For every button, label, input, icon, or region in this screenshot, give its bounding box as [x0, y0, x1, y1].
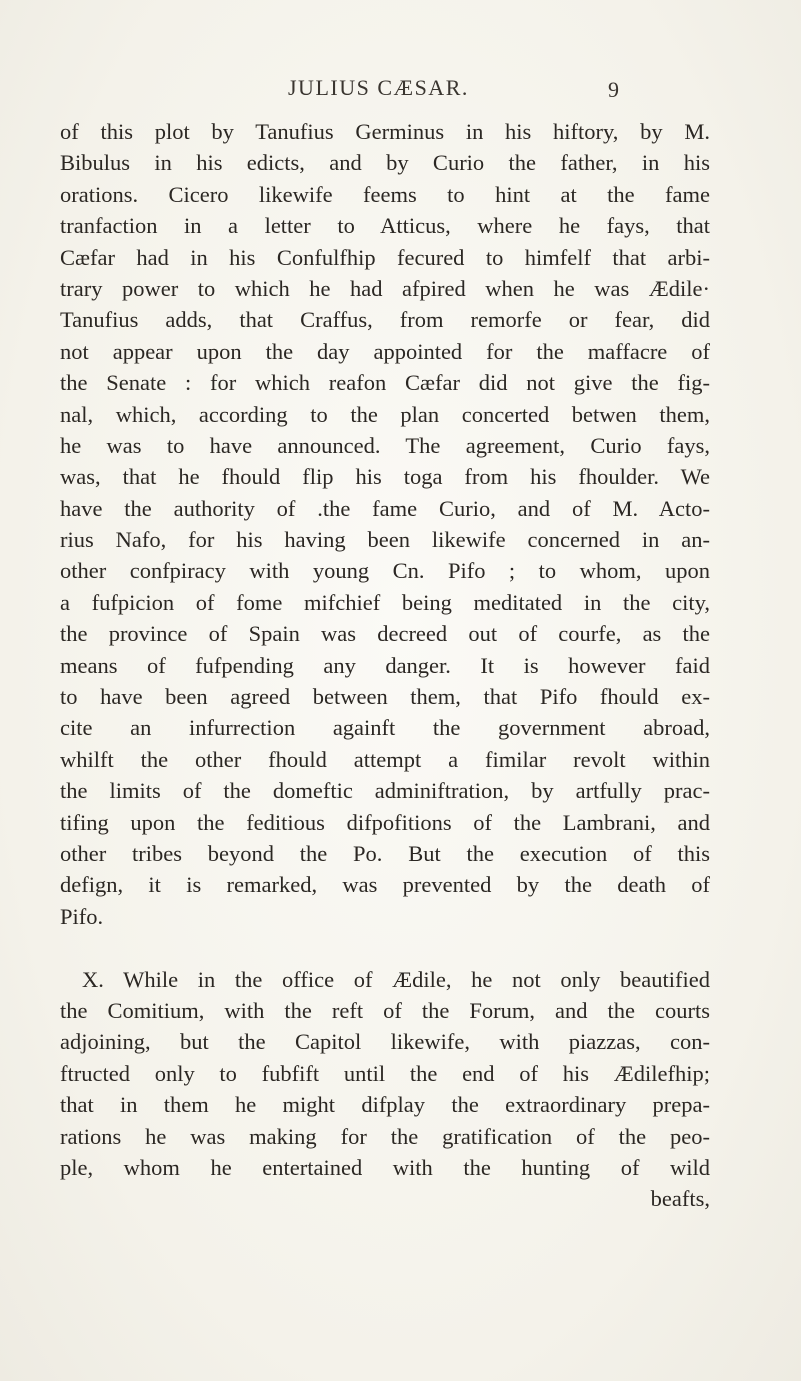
running-head	[0, 75, 801, 105]
text-line: ple, whom he entertained with the hunting of wild	[60, 1154, 710, 1180]
text-line: a fufpicion of fome mifchief being meditated in the city,	[60, 589, 710, 615]
text-line: Cæfar had in his Confulfhip fecured to himfelf that arbi-	[60, 244, 710, 270]
text-line: have the authority of .the fame Curio, and of M. Acto-	[60, 495, 710, 521]
text-line: ftructed only to fubfift until the end of his Ædilefhip;	[60, 1060, 710, 1086]
text-line: not appear upon the day appointed for the maffacre of	[60, 338, 710, 364]
text-line: the Senate : for which reafon Cæfar did not give the fig-	[60, 370, 710, 396]
text-line: defign, it is remarked, was prevented by the death of	[60, 872, 710, 898]
text-line: nal, which, according to the plan concerted betwen them,	[60, 401, 710, 427]
text-line: Bibulus in his edicts, and by Curio the father, in his	[60, 150, 710, 176]
paragraph-2	[60, 964, 710, 1215]
text-line: he was to have announced. The agreement, Curio fays,	[60, 432, 710, 458]
text-line: tifing upon the feditious difpofitions of the Lambrani, and	[60, 809, 710, 835]
text-line: Pifo.	[60, 903, 104, 929]
running-title: JULIUS CÆSAR.	[288, 75, 469, 100]
text-line: other confpiracy with young Cn. Pifo ; to whom, upon	[60, 558, 710, 584]
text-line: the limits of the domeftic adminiftration, by artfully prac-	[60, 778, 710, 804]
text-line: rations he was making for the gratification of the peo-	[60, 1123, 710, 1149]
body-text	[60, 116, 710, 1215]
text-line: the Comitium, with the reft of the Forum, and the courts	[60, 997, 710, 1023]
catchword: beafts,	[650, 1186, 710, 1212]
text-line: tranfaction in a letter to Atticus, where he fays, that	[60, 213, 710, 239]
paragraph-gap	[60, 932, 710, 963]
page-number: 9	[608, 77, 619, 102]
text-line: cite an infurrection againft the government abroad,	[60, 715, 710, 741]
text-line: adjoining, but the Capitol likewife, with piazzas, con-	[60, 1029, 710, 1055]
text-line: trary power to which he had afpired when he was Ædile·	[60, 275, 710, 301]
text-line: X. While in the office of Ædile, he not only beautified	[82, 966, 710, 992]
text-line: was, that he fhould flip his toga from his fhoulder. We	[60, 464, 710, 490]
text-line: Tanufius adds, that Craffus, from remorfe or fear, did	[60, 307, 710, 333]
text-line: whilft the other fhould attempt a fimilar revolt within	[60, 746, 710, 772]
text-line: means of fufpending any danger. It is however faid	[60, 652, 710, 678]
paragraph-1	[60, 116, 710, 932]
text-line: to have been agreed between them, that Pifo fhould ex-	[60, 684, 710, 710]
text-line: rius Nafo, for his having been likewife concerned in an-	[60, 527, 710, 553]
text-line: orations. Cicero likewife feems to hint at the fame	[60, 181, 710, 207]
text-line: the province of Spain was decreed out of courfe, as the	[60, 621, 710, 647]
text-line: of this plot by Tanufius Germinus in his hiftory, by M.	[60, 119, 710, 144]
text-line: other tribes beyond the Po. But the execution of this	[60, 840, 710, 866]
text-line: that in them he might difplay the extraordinary prepa-	[60, 1092, 710, 1118]
